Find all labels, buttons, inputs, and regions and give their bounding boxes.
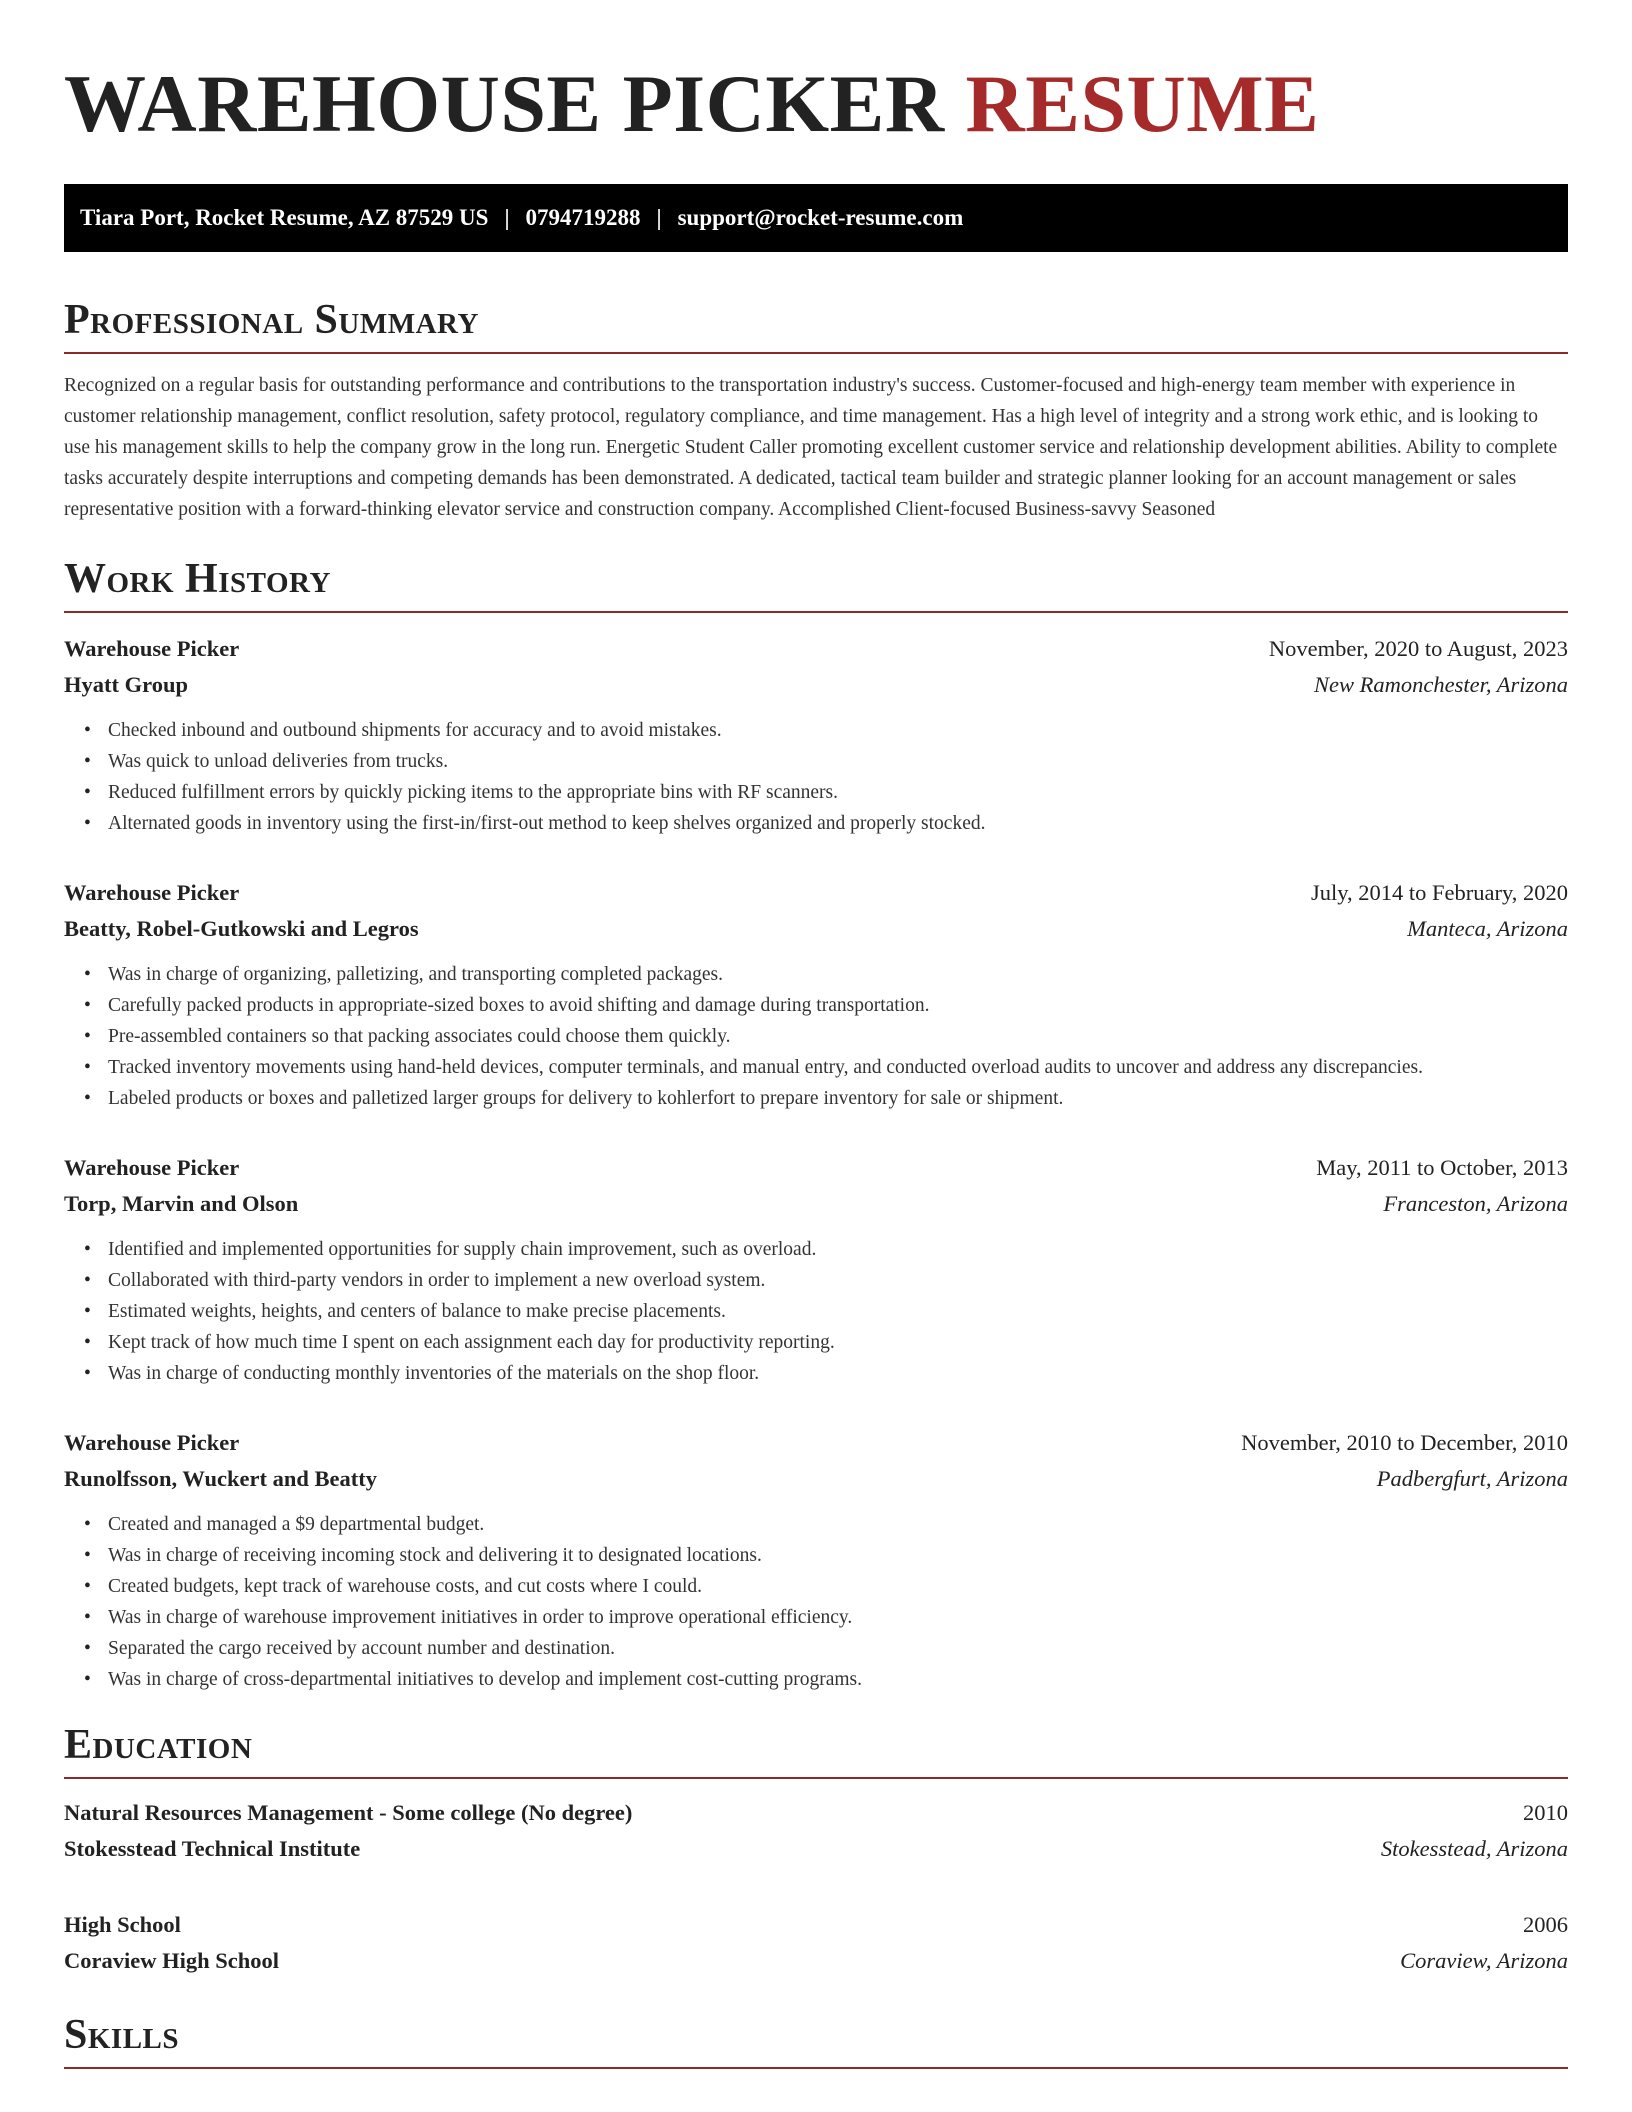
job-bullet: • Was in charge of warehouse improvement initiatives in order to improve operational efficiency. — [108, 1602, 1568, 1633]
education-school: Coraview High School — [64, 1948, 280, 1973]
job-title: Warehouse Picker — [64, 1430, 240, 1455]
job-bullet: • Was quick to unload deliveries from trucks. — [108, 746, 1568, 777]
job-company: Runolfsson, Wuckert and Beatty — [64, 1466, 377, 1491]
job-title: Warehouse Picker — [64, 636, 240, 661]
job-location: Franceston, Arizona — [1383, 1191, 1568, 1216]
job-bullet: • Reduced fulfillment errors by quickly picking items to the appropriate bins with RF scanners. — [108, 777, 1568, 808]
education-school: Stokesstead Technical Institute — [64, 1836, 361, 1861]
resume-title — [64, 58, 1568, 150]
contact-phone: 0794719288 — [525, 205, 641, 230]
summary-section — [64, 296, 1568, 525]
contact-separator: | — [504, 205, 510, 230]
job-bullet: • Was in charge of receiving incoming stock and delivering it to designated locations. — [108, 1540, 1568, 1571]
job-bullets — [64, 959, 1568, 1114]
job-location: Manteca, Arizona — [1407, 916, 1568, 941]
job-title: Warehouse Picker — [64, 880, 240, 905]
education-location: Coraview, Arizona — [1400, 1948, 1568, 1973]
job-bullet: • Separated the cargo received by account number and destination. — [108, 1633, 1568, 1664]
education-year: 2006 — [1523, 1912, 1568, 1937]
job-title: Warehouse Picker — [64, 1155, 240, 1180]
summary-heading: Professional Summary — [64, 296, 1568, 354]
contact-address: Tiara Port, Rocket Resume, AZ 87529 US — [80, 205, 489, 230]
job-dates: July, 2014 to February, 2020 — [1310, 880, 1568, 905]
job-bullet: • Pre-assembled containers so that packing associates could choose them quickly. — [108, 1021, 1568, 1052]
job-bullet: • Estimated weights, heights, and centers of balance to make precise placements. — [108, 1296, 1568, 1327]
education-heading: Education — [64, 1721, 1568, 1779]
work-history-heading: Work History — [64, 555, 1568, 613]
education-year: 2010 — [1523, 1800, 1568, 1825]
job-entry — [64, 1150, 1568, 1389]
contact-bar — [64, 184, 1568, 252]
job-bullet: • Labeled products or boxes and palletized larger groups for delivery to kohlerfort to prepare inventory for sale or shipment. — [108, 1083, 1568, 1114]
job-bullet: • Was in charge of cross-departmental initiatives to develop and implement cost-cutting programs. — [108, 1664, 1568, 1695]
education-section — [64, 1721, 1568, 1979]
skills-heading: Skills — [64, 2011, 1568, 2069]
job-entry — [64, 875, 1568, 1114]
job-bullet: • Created budgets, kept track of warehouse costs, and cut costs where I could. — [108, 1571, 1568, 1602]
job-entry — [64, 631, 1568, 839]
summary-text: Recognized on a regular basis for outstanding performance and contributions to the transportation industry's success. Customer-focused and high-energy team member with experience in customer relationship management, conflict resolution, safety protocol, regulatory compliance, and time management. Has a high level of integrity and a strong work ethic, and is looking to use his management skills to help the company grow in the long run. Energetic Student Caller promoting excellent customer service and relationship development abilities. Ability to complete tasks accurately despite interruptions and competing demands has been demonstrated. A dedicated, tactical team builder and strategic planner looking for an account management or sales representative position with a forward-thinking elevator service and construction company. Accomplished Client-focused Business-savvy Seasoned — [64, 375, 1558, 520]
job-company: Beatty, Robel-Gutkowski and Legros — [64, 916, 419, 941]
job-dates: May, 2011 to October, 2013 — [1316, 1155, 1568, 1180]
job-bullet: • Tracked inventory movements using hand-held devices, computer terminals, and manual entry, and conducted overload audits to uncover and address any discrepancies. — [108, 1052, 1568, 1083]
skills-section — [64, 2011, 1568, 2069]
contact-separator: | — [656, 205, 662, 230]
job-location: New Ramonchester, Arizona — [1314, 672, 1568, 697]
resume-title-accent: RESUME — [965, 58, 1320, 149]
job-bullets — [64, 1234, 1568, 1389]
job-bullet: • Created and managed a $9 departmental budget. — [108, 1509, 1568, 1540]
contact-email: support@rocket-resume.com — [677, 205, 964, 230]
education-degree: Natural Resources Management - Some college (No degree) — [64, 1800, 633, 1825]
job-bullet: • Kept track of how much time I spent on each assignment each day for productivity reporting. — [108, 1327, 1568, 1358]
job-entry — [64, 1425, 1568, 1695]
resume-title-main: WAREHOUSE PICKER — [64, 58, 945, 149]
job-bullet: • Was in charge of conducting monthly inventories of the materials on the shop floor. — [108, 1358, 1568, 1389]
education-location: Stokesstead, Arizona — [1380, 1836, 1568, 1861]
job-bullets — [64, 1509, 1568, 1695]
education-entry — [64, 1907, 1568, 1979]
job-bullet: • Alternated goods in inventory using the first-in/first-out method to keep shelves organized and properly stocked. — [108, 808, 1568, 839]
education-degree: High School — [64, 1912, 181, 1937]
job-bullets — [64, 715, 1568, 839]
job-dates: November, 2010 to December, 2010 — [1241, 1430, 1568, 1455]
job-bullet: • Was in charge of organizing, palletizing, and transporting completed packages. — [108, 959, 1568, 990]
job-bullet: • Carefully packed products in appropriate-sized boxes to avoid shifting and damage during transportation. — [108, 990, 1568, 1021]
education-entry — [64, 1795, 1568, 1867]
work-history-section — [64, 555, 1568, 1695]
job-company: Torp, Marvin and Olson — [64, 1191, 299, 1216]
job-dates: November, 2020 to August, 2023 — [1268, 636, 1568, 661]
job-company: Hyatt Group — [64, 672, 188, 697]
job-bullet: • Collaborated with third-party vendors in order to implement a new overload system. — [108, 1265, 1568, 1296]
job-location: Padbergfurt, Arizona — [1376, 1466, 1568, 1491]
job-bullet: • Identified and implemented opportunities for supply chain improvement, such as overload. — [108, 1234, 1568, 1265]
job-bullet: • Checked inbound and outbound shipments for accuracy and to avoid mistakes. — [108, 715, 1568, 746]
